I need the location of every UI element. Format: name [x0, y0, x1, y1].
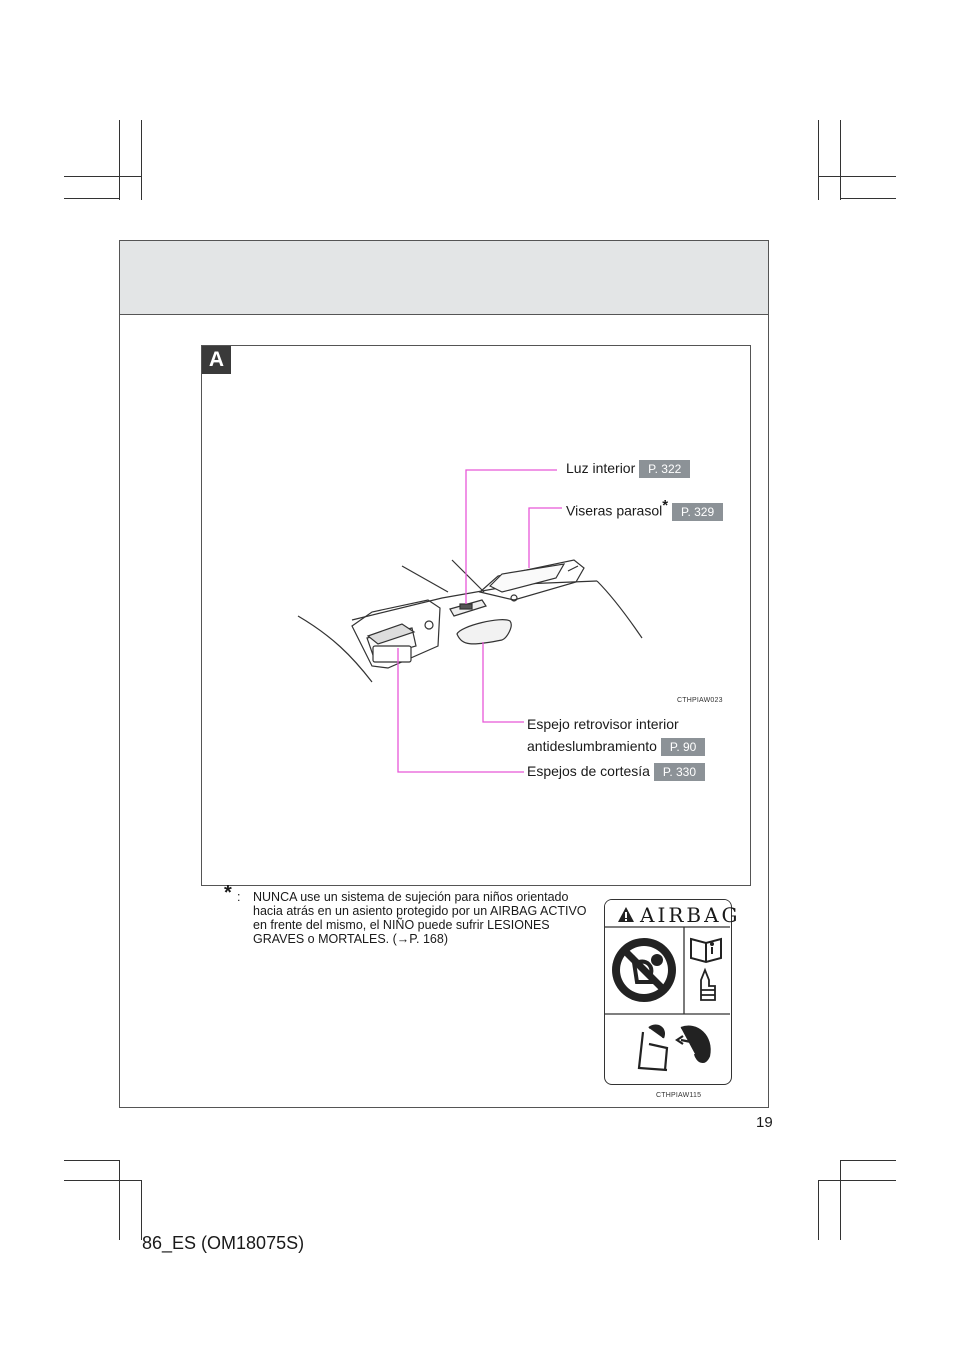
callout-espejo-retrovisor — [527, 713, 705, 757]
callout-viseras — [566, 497, 723, 521]
callout-espejo-label-line1: Espejo retrovisor interior — [527, 716, 679, 732]
airbag-warning-note — [224, 882, 599, 946]
airbag-title: AIRBAG — [640, 903, 741, 927]
a-pillar — [597, 581, 642, 638]
ceiling-right-edge — [402, 566, 448, 592]
leader-viseras — [529, 508, 562, 568]
section-tab: A — [202, 346, 231, 374]
asterisk-mark: * — [662, 497, 669, 514]
page-ref-viseras[interactable]: P. 329 — [672, 503, 723, 521]
interior-illustration — [202, 346, 750, 885]
note-colon: : — [237, 890, 241, 904]
illustration-box — [201, 345, 751, 886]
map-light-lens — [460, 604, 472, 609]
page-number: 19 — [756, 1114, 773, 1131]
note-text: NUNCA use un sistema de sujeción para niños orientado hacia atrás en un asiento protegido por un AIRBAG ACTIVO en frente del mismo, el NIÑO puede sufrir LESIONES GRAVES o MORTALES. (→P. 168) — [253, 890, 587, 946]
callout-viseras-label: Viseras parasol — [566, 502, 663, 519]
callout-cortesia-label: Espejos de cortesía — [527, 763, 650, 779]
leader-cortesia — [398, 648, 524, 772]
airbag-label-graphic — [605, 900, 730, 1083]
rear-facing-seat-airbag-icon — [639, 1026, 710, 1070]
page-ref-espejo[interactable]: P. 90 — [661, 738, 705, 756]
visor-clip — [425, 621, 433, 629]
figure-code-1: CTHPIAW023 — [677, 697, 723, 704]
figure-code-2: CTHPIAW115 — [656, 1092, 702, 1099]
note-asterisk: * — [224, 882, 232, 904]
callout-espejo-label-line2: antideslumbramiento — [527, 738, 657, 754]
vanity-mirror-inner — [373, 646, 411, 662]
right-visor-hinge — [568, 566, 578, 571]
pointing-hand-icon — [701, 970, 715, 1000]
windshield-line — [452, 560, 484, 592]
ceiling-left-edge — [298, 616, 372, 682]
rearview-mirror — [457, 620, 511, 644]
callout-luz-interior — [566, 460, 690, 478]
page-ref-luz-interior[interactable]: P. 322 — [639, 460, 690, 478]
page-ref-cortesia[interactable]: P. 330 — [654, 763, 705, 781]
callout-luz-interior-label: Luz interior — [566, 460, 636, 476]
document-code: 86_ES (OM18075S) — [142, 1233, 305, 1253]
callout-espejos-cortesia — [527, 763, 705, 781]
right-visor-mirror — [490, 564, 564, 592]
header-band — [120, 241, 768, 315]
leader-espejo — [483, 642, 524, 722]
manual-book-icon — [691, 939, 721, 962]
no-rear-facing-seat-icon — [612, 938, 676, 1002]
